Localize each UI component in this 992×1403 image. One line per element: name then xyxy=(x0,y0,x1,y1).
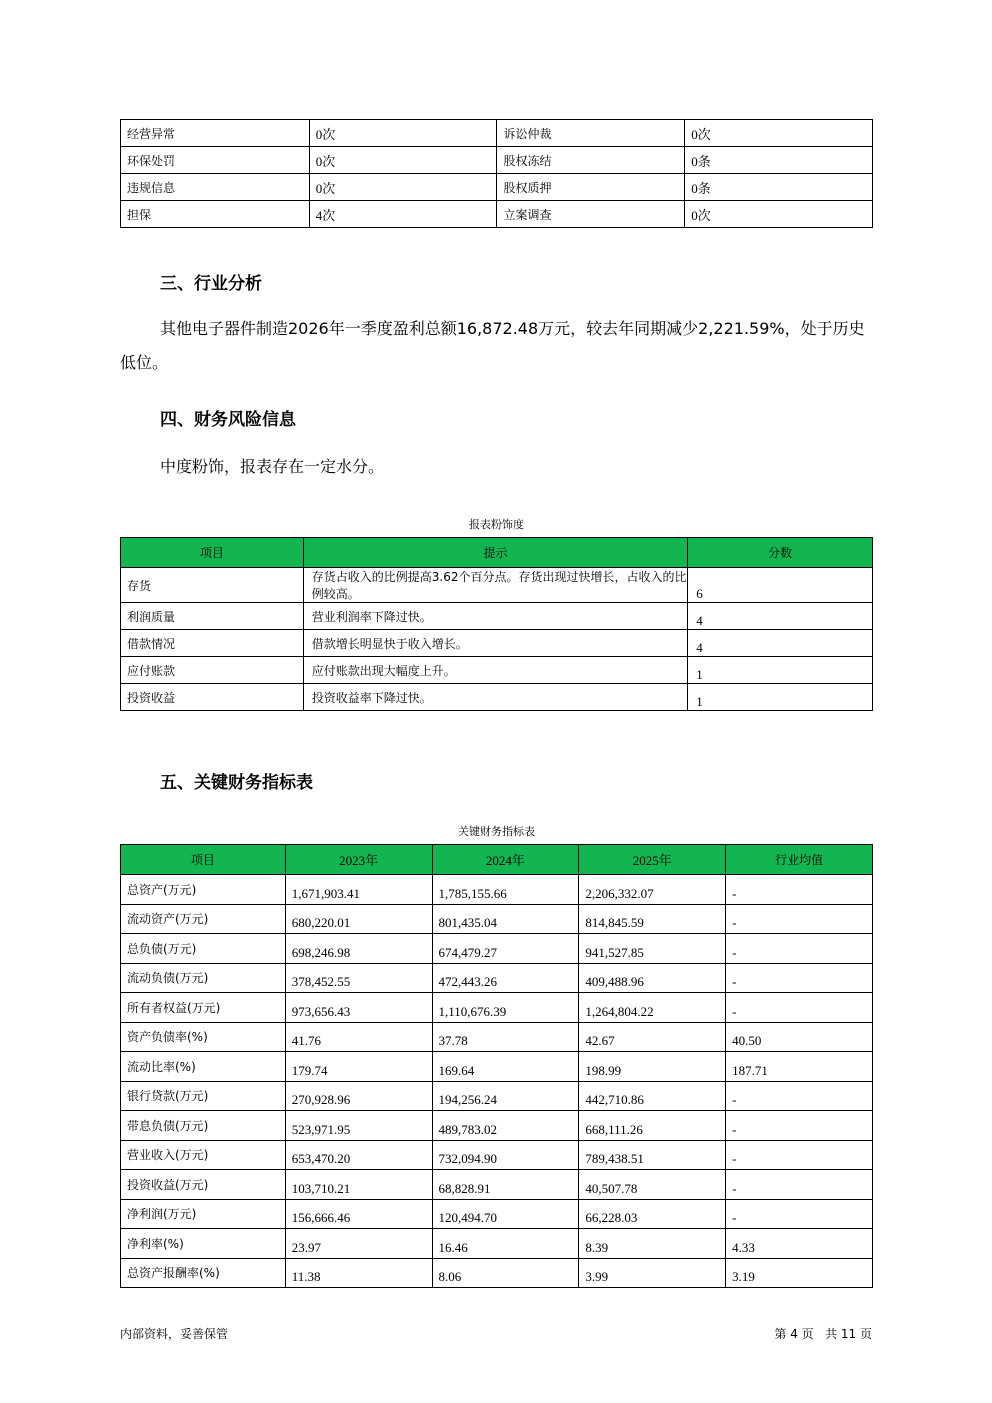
whitewash-tip: 应付账款出现大幅度上升。 xyxy=(303,657,687,684)
kpi-value-2023: 156,666.46 xyxy=(285,1199,432,1229)
kpi-industry-avg: - xyxy=(726,875,873,905)
risk-value: 0次 xyxy=(685,201,873,228)
whitewash-caption: 报表粉饰度 xyxy=(469,518,524,531)
kpi-value-2024: 674,479.27 xyxy=(432,934,579,964)
kpi-item: 营业收入(万元) xyxy=(121,1140,286,1170)
section-5-heading: 五、关键财务指标表 xyxy=(160,773,313,793)
kpi-value-2023: 680,220.01 xyxy=(285,904,432,934)
kpi-table xyxy=(120,844,873,1288)
kpi-value-2023: 378,452.55 xyxy=(285,963,432,993)
kpi-value-2024: 489,783.02 xyxy=(432,1111,579,1141)
whitewash-score: 4 xyxy=(688,630,873,657)
kpi-value-2025: 3.99 xyxy=(579,1258,726,1288)
kpi-industry-avg: - xyxy=(726,1140,873,1170)
kpi-value-2024: 194,256.24 xyxy=(432,1081,579,1111)
page-number: 第 4 页 共 11 页 xyxy=(774,1327,872,1341)
footer-left: 内部资料，妥善保管 xyxy=(120,1327,229,1341)
kpi-item: 银行贷款(万元) xyxy=(121,1081,286,1111)
kpi-value-2025: 789,438.51 xyxy=(579,1140,726,1170)
kpi-value-2023: 653,470.20 xyxy=(285,1140,432,1170)
risk-count-table xyxy=(120,119,873,228)
table-row xyxy=(121,657,873,684)
whitewash-score: 1 xyxy=(688,657,873,684)
table-row xyxy=(121,1170,873,1200)
kpi-industry-avg: - xyxy=(726,934,873,964)
table-row xyxy=(121,1199,873,1229)
kpi-value-2023: 23.97 xyxy=(285,1229,432,1259)
risk-value: 4次 xyxy=(309,201,497,228)
kpi-value-2023: 1,671,903.41 xyxy=(285,875,432,905)
kpi-value-2024: 1,785,155.66 xyxy=(432,875,579,905)
column-header: 2024年 xyxy=(432,845,579,875)
kpi-value-2024: 68,828.91 xyxy=(432,1170,579,1200)
table-row xyxy=(121,993,873,1023)
risk-label: 环保处罚 xyxy=(121,147,310,174)
risk-label: 股权质押 xyxy=(497,174,685,201)
kpi-value-2023: 270,928.96 xyxy=(285,1081,432,1111)
whitewash-body xyxy=(121,568,873,711)
risk-count-body xyxy=(121,120,873,228)
table-row xyxy=(121,568,873,603)
whitewash-header-row xyxy=(121,538,873,568)
kpi-value-2024: 1,110,676.39 xyxy=(432,993,579,1023)
risk-label: 担保 xyxy=(121,201,310,228)
kpi-value-2025: 1,264,804.22 xyxy=(579,993,726,1023)
kpi-header-row xyxy=(121,845,873,875)
whitewash-score: 6 xyxy=(688,568,873,603)
kpi-value-2023: 103,710.21 xyxy=(285,1170,432,1200)
table-row xyxy=(121,174,873,201)
whitewash-score: 4 xyxy=(688,603,873,630)
kpi-value-2023: 523,971.95 xyxy=(285,1111,432,1141)
whitewash-item: 投资收益 xyxy=(121,684,304,711)
table-row xyxy=(121,1229,873,1259)
kpi-item: 总资产(万元) xyxy=(121,875,286,905)
table-row xyxy=(121,963,873,993)
kpi-item: 带息负债(万元) xyxy=(121,1111,286,1141)
whitewash-tip: 投资收益率下降过快。 xyxy=(303,684,687,711)
risk-value: 0条 xyxy=(685,174,873,201)
whitewash-item: 应付账款 xyxy=(121,657,304,684)
kpi-caption: 关键财务指标表 xyxy=(458,825,535,838)
kpi-item: 投资收益(万元) xyxy=(121,1170,286,1200)
table-row xyxy=(121,1052,873,1082)
kpi-item: 总负债(万元) xyxy=(121,934,286,964)
column-header: 分数 xyxy=(688,538,873,568)
kpi-value-2025: 2,206,332.07 xyxy=(579,875,726,905)
whitewash-tip: 存货占收入的比例提高3.62个百分点。存货出现过快增长，占收入的比例较高。 xyxy=(303,568,687,603)
risk-label: 立案调查 xyxy=(497,201,685,228)
kpi-industry-avg: - xyxy=(726,1170,873,1200)
kpi-value-2023: 973,656.43 xyxy=(285,993,432,1023)
kpi-item: 净利率(%) xyxy=(121,1229,286,1259)
table-row xyxy=(121,934,873,964)
kpi-industry-avg: - xyxy=(726,993,873,1023)
table-row xyxy=(121,1081,873,1111)
kpi-industry-avg: - xyxy=(726,1081,873,1111)
whitewash-item: 存货 xyxy=(121,568,304,603)
risk-value: 0次 xyxy=(309,147,497,174)
kpi-value-2023: 179.74 xyxy=(285,1052,432,1082)
table-row xyxy=(121,904,873,934)
risk-value: 0条 xyxy=(685,147,873,174)
kpi-value-2025: 941,527.85 xyxy=(579,934,726,964)
kpi-value-2024: 801,435.04 xyxy=(432,904,579,934)
table-row xyxy=(121,684,873,711)
table-row xyxy=(121,1111,873,1141)
column-header: 行业均值 xyxy=(726,845,873,875)
kpi-industry-avg: 3.19 xyxy=(726,1258,873,1288)
table-row xyxy=(121,603,873,630)
kpi-industry-avg: - xyxy=(726,963,873,993)
column-header: 项目 xyxy=(121,538,304,568)
table-row xyxy=(121,875,873,905)
table-row xyxy=(121,1022,873,1052)
kpi-value-2023: 11.38 xyxy=(285,1258,432,1288)
kpi-industry-avg: - xyxy=(726,904,873,934)
risk-label: 违规信息 xyxy=(121,174,310,201)
kpi-item: 流动比率(%) xyxy=(121,1052,286,1082)
risk-label: 经营异常 xyxy=(121,120,310,147)
kpi-industry-avg: 40.50 xyxy=(726,1022,873,1052)
kpi-item: 资产负债率(%) xyxy=(121,1022,286,1052)
risk-label: 诉讼仲裁 xyxy=(497,120,685,147)
kpi-item: 总资产报酬率(%) xyxy=(121,1258,286,1288)
section-4-text: 中度粉饰，报表存在一定水分。 xyxy=(160,457,385,476)
column-header: 2023年 xyxy=(285,845,432,875)
kpi-value-2025: 442,710.86 xyxy=(579,1081,726,1111)
kpi-item: 所有者权益(万元) xyxy=(121,993,286,1023)
kpi-industry-avg: 4.33 xyxy=(726,1229,873,1259)
whitewash-score: 1 xyxy=(688,684,873,711)
whitewash-item: 借款情况 xyxy=(121,630,304,657)
column-header: 提示 xyxy=(303,538,687,568)
table-row xyxy=(121,1258,873,1288)
kpi-industry-avg: - xyxy=(726,1111,873,1141)
kpi-value-2024: 8.06 xyxy=(432,1258,579,1288)
column-header: 项目 xyxy=(121,845,286,875)
kpi-value-2025: 66,228.03 xyxy=(579,1199,726,1229)
kpi-value-2025: 409,488.96 xyxy=(579,963,726,993)
kpi-value-2024: 16.46 xyxy=(432,1229,579,1259)
kpi-value-2024: 169.64 xyxy=(432,1052,579,1082)
risk-value: 0次 xyxy=(309,120,497,147)
kpi-item: 流动资产(万元) xyxy=(121,904,286,934)
kpi-value-2025: 42.67 xyxy=(579,1022,726,1052)
table-row xyxy=(121,147,873,174)
kpi-value-2023: 698,246.98 xyxy=(285,934,432,964)
kpi-value-2024: 120,494.70 xyxy=(432,1199,579,1229)
kpi-value-2025: 198.99 xyxy=(579,1052,726,1082)
risk-label: 股权冻结 xyxy=(497,147,685,174)
table-row xyxy=(121,1140,873,1170)
risk-value: 0次 xyxy=(685,120,873,147)
table-row xyxy=(121,120,873,147)
table-row xyxy=(121,201,873,228)
section-3-heading: 三、行业分析 xyxy=(160,274,262,294)
whitewash-tip: 借款增长明显快于收入增长。 xyxy=(303,630,687,657)
kpi-value-2025: 814,845.59 xyxy=(579,904,726,934)
kpi-value-2024: 472,443.26 xyxy=(432,963,579,993)
kpi-value-2025: 668,111.26 xyxy=(579,1111,726,1141)
kpi-value-2023: 41.76 xyxy=(285,1022,432,1052)
kpi-value-2024: 732,094.90 xyxy=(432,1140,579,1170)
kpi-industry-avg: 187.71 xyxy=(726,1052,873,1082)
kpi-industry-avg: - xyxy=(726,1199,873,1229)
kpi-value-2025: 40,507.78 xyxy=(579,1170,726,1200)
column-header: 2025年 xyxy=(579,845,726,875)
section-3-text: 其他电子器件制造2026年一季度盈利总额16,872.48万元，较去年同期减少2,221.59%，处于历史低位。 xyxy=(120,319,865,372)
kpi-body xyxy=(121,875,873,1288)
risk-value: 0次 xyxy=(309,174,497,201)
kpi-value-2024: 37.78 xyxy=(432,1022,579,1052)
kpi-item: 净利润(万元) xyxy=(121,1199,286,1229)
whitewash-item: 利润质量 xyxy=(121,603,304,630)
whitewash-tip: 营业利润率下降过快。 xyxy=(303,603,687,630)
table-row xyxy=(121,630,873,657)
kpi-item: 流动负债(万元) xyxy=(121,963,286,993)
whitewash-table xyxy=(120,537,873,711)
kpi-value-2025: 8.39 xyxy=(579,1229,726,1259)
section-4-heading: 四、财务风险信息 xyxy=(160,410,296,430)
